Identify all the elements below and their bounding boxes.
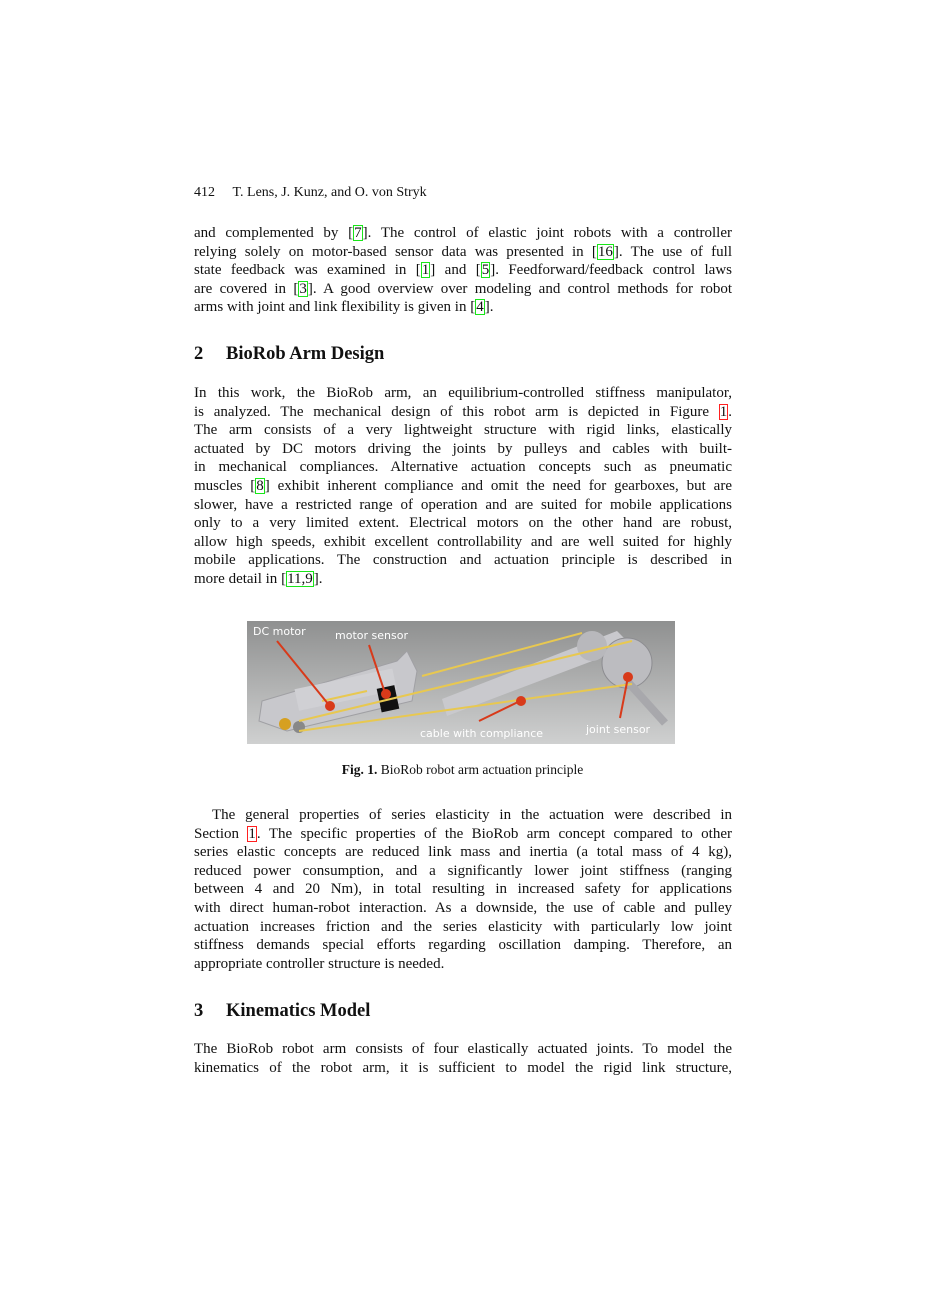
citation-link[interactable]: 1 (421, 262, 430, 279)
text-line: allow high speeds, exhibit excellent controllability and are well suited for highly (194, 533, 732, 550)
paragraph-series-elasticity (194, 806, 732, 973)
section-number: 3 (194, 1001, 204, 1021)
text-line: mobile applications. The construction and actuation principle is described in (194, 552, 732, 569)
text-line: is analyzed. The mechanical design of this robot arm is depicted in Figure 1. (194, 403, 732, 420)
cross-reference-link[interactable]: 1 (719, 403, 728, 420)
figure-1-image (247, 621, 675, 744)
citation-link[interactable]: 4 (476, 299, 484, 316)
text-line: The BioRob robot arm consists of four elastically actuated joints. To model the (194, 1041, 732, 1057)
text-line: are covered in [3]. A good overview over modeling and control methods for robot (194, 280, 732, 297)
text-line: actuated by DC motors driving the joints by pulleys and cables with built- (194, 440, 732, 457)
citation-link[interactable]: 16 (597, 243, 613, 260)
citation-link[interactable]: 3 (299, 280, 307, 297)
citation-link[interactable]: 5 (481, 262, 490, 279)
gear (279, 718, 291, 730)
citation-link[interactable]: 8 (256, 477, 264, 494)
text-line: The general properties of series elasticity in the actuation were described in (212, 807, 732, 823)
text-line: only to a very limited extent. Electrical motors on the other hand are robust, (194, 515, 732, 532)
running-authors: T. Lens, J. Kunz, and O. von Stryk (232, 185, 427, 200)
text-line: state feedback was examined in [1] and [5]. Feedforward/feedback control laws (194, 262, 732, 279)
upper-pulley (577, 631, 607, 661)
label-motor-sensor: motor sensor (335, 629, 408, 642)
text-line: between 4 and 20 Nm), in total resulting in increased safety for applications (194, 881, 732, 898)
running-header (194, 185, 427, 201)
section-3-heading (194, 1001, 370, 1022)
text-line: in mechanical compliances. Alternative actuation concepts such as pneumatic (194, 459, 732, 476)
text-line: more detail in [11,9]. (194, 570, 323, 587)
text-line: slower, have a restricted range of operation and are suited for mobile applications (194, 496, 732, 513)
section-number: 2 (194, 344, 204, 364)
text-line: actuation increases friction and the series elasticity with particularly low joint (194, 918, 732, 935)
paragraph-biorob-design (194, 384, 732, 589)
text-line: arms with joint and link flexibility is given in [4]. (194, 299, 494, 316)
citation-link[interactable]: 11,9 (287, 570, 313, 587)
caption-label: Fig. 1. (341, 762, 378, 777)
citation-link[interactable]: 7 (354, 225, 362, 241)
page-number: 412 (194, 185, 215, 200)
paragraph-kinematics (194, 1040, 732, 1077)
text-line: Section 1. The specific properties of the BioRob arm concept compared to other (194, 825, 733, 842)
label-dc-motor: DC motor (253, 625, 306, 638)
label-joint-sensor: joint sensor (586, 723, 651, 736)
paragraph-related-work (194, 224, 732, 317)
figure-1-caption (0, 762, 925, 778)
text-line: and complemented by [7]. The control of elastic joint robots with a controller (194, 225, 733, 241)
text-line: reduced power consumption, and a significantly lower joint stiffness (ranging (194, 862, 732, 879)
text-line: relying solely on motor-based sensor data was presented in [16]. The use of full (194, 243, 732, 260)
text-line: muscles [8] exhibit inherent compliance and omit the need for gearboxes, but are (194, 477, 732, 494)
section-title: Kinematics Model (226, 1001, 371, 1021)
text-line: In this work, the BioRob arm, an equilibrium-controlled stiffness manipulator, (194, 385, 732, 401)
label-cable-compliance: cable with compliance (420, 727, 544, 740)
section-2-heading (194, 344, 384, 365)
caption-text: BioRob robot arm actuation principle (380, 762, 584, 777)
text-line: stiffness demands special efforts regarding oscillation damping. Therefore, an (194, 937, 732, 954)
text-line: series elastic concepts are reduced link mass and inertia (a total mass of 4 kg), (194, 844, 732, 861)
section-title: BioRob Arm Design (226, 344, 385, 364)
text-line: kinematics of the robot arm, it is sufficient to model the rigid link structure, (194, 1059, 732, 1076)
text-line: The arm consists of a very lightweight structure with rigid links, elastically (194, 422, 732, 439)
text-line: with direct human-robot interaction. As a downside, the use of cable and pulley (194, 899, 732, 916)
text-line: appropriate controller structure is needed. (194, 955, 445, 972)
cross-reference-link[interactable]: 1 (248, 825, 256, 842)
